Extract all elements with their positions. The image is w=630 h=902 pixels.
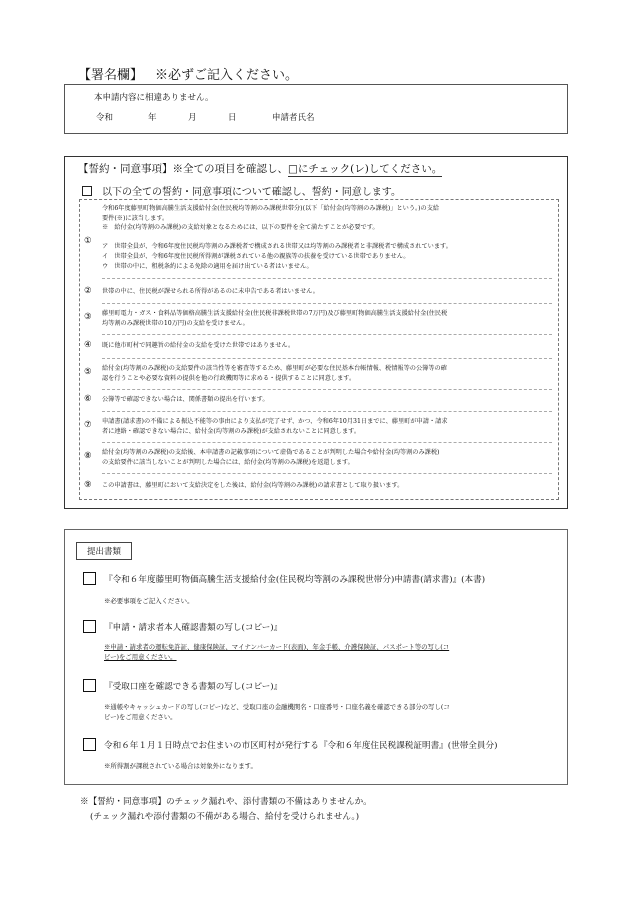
oath-item-line: 既に他市町村で同趣旨の給付金の支給を受けた世帯ではありません。 xyxy=(102,342,295,349)
document-checkbox-bank-account[interactable] xyxy=(83,679,96,692)
document-checkbox-tax-certificate[interactable] xyxy=(83,738,96,751)
oath-separator xyxy=(102,389,552,390)
oath-item-number: ⑦ xyxy=(84,420,92,430)
signature-heading-title: 【署名欄】 xyxy=(78,68,144,83)
oath-item-line: 均等割のみ課税世帯の10万円)の支給を受けません。 xyxy=(102,319,249,327)
oath-separator xyxy=(102,442,552,443)
oath-item-line: 者に連絡・確認できない場合に、給付金(均等割のみ課税)が支給されないことに同意します。 xyxy=(102,427,361,435)
oath-separator xyxy=(102,278,552,279)
document-note-tax-certificate xyxy=(104,762,257,772)
oath-item-text xyxy=(102,204,552,271)
oath-heading xyxy=(78,161,442,176)
oath-item-number: ④ xyxy=(84,340,92,350)
oath-agree-row[interactable] xyxy=(82,183,401,198)
oath-item-number: ⑤ xyxy=(84,367,92,377)
date-month-label: 月 xyxy=(188,113,197,123)
oath-item-line: この申請書は、藤里町において支給決定をした後は、給付金(均等割のみ課税)の請求書として取り扱います。 xyxy=(102,482,404,489)
oath-item-line: イ 世帯全員が、令和6年度住民税所得割が課税されている他の親族等の扶養を受けている世帯でありません。 xyxy=(102,252,410,260)
document-note-bank-account xyxy=(104,703,450,722)
documents-label: 提出書類 xyxy=(76,542,132,560)
oath-item-line: 藤里町電力・ガス・食料品等価格高騰生活支援給付金(住民税非課税世帯の7万円)及び藤里町物価高騰生活支援給付金(住民税 xyxy=(102,310,448,317)
oath-agree-checkbox[interactable] xyxy=(82,186,92,196)
oath-item-line: 公簿等で確認できない場合は、関係書類の提出を行います。 xyxy=(102,396,269,403)
oath-item-line: 給付金(均等割のみ課税)の支給要件の該当性等を審査等するため、藤里町が必要な住民基本台帳情報、税情報等の公簿等の確 xyxy=(102,365,447,372)
oath-item-line: 申請書(請求書)の不備による振込不能等の事由により支払が完了せず、かつ、令和6年10月31日までに、藤里町が申請・請求 xyxy=(102,418,448,425)
oath-heading-text: 【誓約・同意事項】※全ての項目を確認し、 xyxy=(78,163,288,175)
document-note-line: ※必要事項をご記入ください。 xyxy=(104,597,194,605)
oath-separator xyxy=(102,358,552,359)
document-note-line: ピー)をご用意ください。 xyxy=(104,652,177,661)
document-checkbox-application[interactable] xyxy=(83,572,96,585)
oath-item-text xyxy=(102,417,552,436)
oath-item-number: ⑨ xyxy=(84,480,92,490)
date-day-label: 日 xyxy=(228,113,237,123)
oath-item-number: ① xyxy=(84,236,92,246)
document-note-line: ※通帳やキャッシュカードの写し(コピー)など、受取口座の金融機関名・口座番号・口座名義を確認できる部分の写し(コ xyxy=(104,703,450,711)
oath-item-line: ※ 給付金(均等割のみ課税)の支給対象となるためには、以下の要件を全て満たすことが必要です。 xyxy=(102,224,379,232)
document-title-tax-certificate: 令和６年１月１日時点でお住まいの市区町村が発行する『令和６年度住民税課税証明書』(世帯全員分) xyxy=(104,741,498,751)
document-note-line: ※所得割が課税されている場合は対象外になります。 xyxy=(104,762,257,770)
oath-item-number: ② xyxy=(84,286,92,296)
oath-item-line xyxy=(102,233,552,243)
document-note-application xyxy=(104,597,193,607)
oath-separator xyxy=(102,303,552,304)
oath-item-line: 要件(※)に該当します。 xyxy=(102,214,169,222)
signature-heading-note: ※必ずご記入ください。 xyxy=(155,68,299,83)
oath-items-box xyxy=(79,199,559,500)
oath-item-number: ⑧ xyxy=(84,451,92,461)
oath-item-text xyxy=(102,287,552,297)
oath-item-text xyxy=(102,395,552,405)
oath-item-number: ③ xyxy=(84,312,92,322)
oath-agree-text: 以下の全ての誓約・同意事項について確認し、誓約・同意します。 xyxy=(102,187,401,198)
oath-item-text xyxy=(102,481,552,491)
document-note-id-copy xyxy=(104,643,449,662)
oath-item-text xyxy=(102,341,552,351)
oath-separator xyxy=(102,411,552,412)
document-note-line: ※申請・請求者の運転免許証、健康保険証、マイナンバーカード(表面)、年金手帳、介護保険証、パスポート等の写し(コ xyxy=(104,643,450,651)
date-era-label: 令和 xyxy=(96,113,114,123)
oath-item-text xyxy=(102,364,552,383)
oath-item-line: 認を行うことや必要な資料の提供を他の行政機関等に求める・提供することに同意します。 xyxy=(102,374,356,382)
document-title-id-copy: 『申請・請求者本人確認書類の写し(コピー)』 xyxy=(104,623,283,633)
oath-item-text xyxy=(102,309,552,328)
date-year-label: 年 xyxy=(148,113,157,123)
footer-warning: (チェック漏れや添付書類の不備がある場合、給付を受けられません。) xyxy=(90,812,360,822)
oath-item-line: 世帯の中に、住民税が課せられる所得があるのに未申告である者はいません。 xyxy=(102,288,319,295)
oath-separator xyxy=(102,334,552,335)
footer-reminder: ※【誓約・同意事項】のチェック漏れや、添付書類の不備はありませんか。 xyxy=(80,797,372,807)
oath-item-line: 給付金(均等割のみ課税)の支給後、本申請書の記載事項について虚偽であることが判明した場合や給付金(均等割のみ課税) xyxy=(102,449,440,456)
oath-heading-underlined: □にチェック(レ)してください。 xyxy=(288,163,443,175)
document-checkbox-id-copy[interactable] xyxy=(83,620,96,633)
oath-item-line: ウ 世帯の中に、租税条約による免除の適用を届け出ている者はいません。 xyxy=(102,262,313,270)
signature-date-row xyxy=(96,111,315,123)
oath-item-line: の支給要件に該当しないことが判明した場合には、給付金(均等割のみ課税)を返還します。 xyxy=(102,458,354,466)
oath-separator xyxy=(102,473,552,474)
oath-item-number: ⑥ xyxy=(84,394,92,404)
signature-heading xyxy=(78,64,298,83)
document-title-bank-account: 『受取口座を確認できる書類の写し(コピー)』 xyxy=(104,682,283,692)
document-note-line: ピー)をご用意ください。 xyxy=(104,712,177,721)
oath-item-text xyxy=(102,448,552,467)
applicant-name-label: 申請者氏名 xyxy=(272,113,315,123)
document-title-application: 『令和６年度藤里町物価高騰生活支援給付金(住民税均等割のみ課税世帯分)申請書(請求書)』(本書) xyxy=(104,575,486,585)
oath-item-line: 令和6年度藤里町物価高騰生活支援給付金(住民税均等割のみ課税世帯分)(以下「給付金(均等割のみ課税)」という。)の支給 xyxy=(102,205,440,212)
oath-item-line: ア 世帯全員が、令和6年度住民税均等割のみ課税者で構成される世帯又は均等割のみ課税者と非課税者で構成されています。 xyxy=(102,243,452,251)
signature-confirm-text: 本申請内容に相違ありません。 xyxy=(94,93,214,103)
